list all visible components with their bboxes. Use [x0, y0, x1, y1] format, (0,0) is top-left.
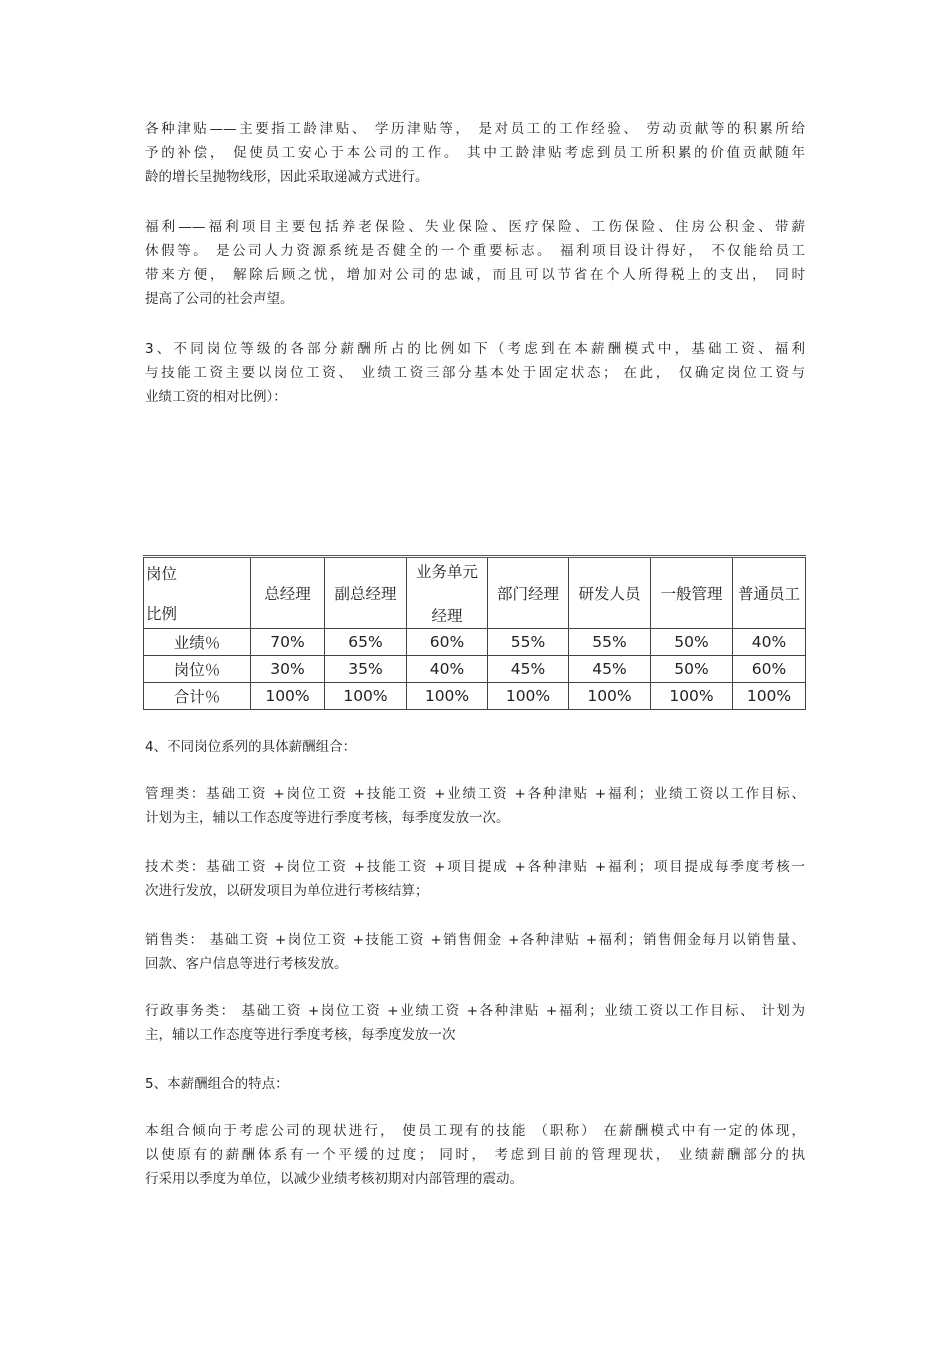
table-row: [144, 683, 806, 710]
text-line: 计划为主，辅以工作态度等进行季度考核，每季度发放一次。: [145, 810, 510, 826]
text-line: 回款、客户信息等进行考核发放。: [145, 956, 348, 972]
table-cell: 100%: [651, 683, 733, 710]
paragraph-allowance: [145, 117, 805, 189]
table-cell: 45%: [569, 656, 651, 683]
column-header-line: 业务单元: [415, 563, 478, 581]
table-cell: 100%: [325, 683, 407, 710]
text-line: 龄的增长呈抛物线形，因此采取递减方式进行。: [145, 169, 429, 185]
text-line: 本组合倾向于考虑公司的现状进行， 使员工现有的技能 （职称） 在薪酬模式中有一定的体现，: [145, 1123, 805, 1139]
text-line: 管理类：基础工资 +岗位工资 +技能工资 +业绩工资 +各种津贴 +福利；业绩工资以工作目标、: [145, 786, 805, 802]
text-line: 行政事务类： 基础工资 +岗位工资 +业绩工资 +各种津贴 +福利；业绩工资以工作目标、 计划为: [145, 1003, 805, 1019]
paragraph-welfare: [145, 215, 805, 311]
text-line: 休假等。 是公司人力资源系统是否健全的一个重要标志。 福利项目设计得好， 不仅能给员工: [145, 243, 805, 259]
paragraph-features: [145, 1119, 805, 1191]
column-header: 普通员工: [733, 557, 806, 629]
table-cell: 50%: [651, 629, 733, 656]
column-header: 研发人员: [569, 557, 651, 629]
paragraph-sales: [145, 928, 805, 976]
table-row: [144, 629, 806, 656]
section4-title: [145, 735, 805, 759]
text-line: 业绩工资的相对比例）：: [145, 389, 287, 405]
text-line: 各种津贴——主要指工龄津贴、 学历津贴等， 是对员工的工作经验、 劳动贡献等的积累所给: [145, 121, 805, 137]
text-line: 行采用以季度为单位，以减少业绩考核初期对内部管理的震动。: [145, 1171, 523, 1187]
corner-label-ratio: 比例: [146, 605, 178, 623]
column-header: 总经理: [251, 557, 325, 629]
table-cell: 60%: [733, 656, 806, 683]
text-line: 提高了公司的社会声望。: [145, 291, 294, 307]
paragraph-technical: [145, 855, 805, 903]
text-line: 4、不同岗位系列的具体薪酬组合：: [145, 739, 357, 755]
table-cell: 40%: [407, 656, 488, 683]
table-corner-cell: [144, 557, 251, 629]
row-label: 岗位％: [144, 656, 251, 683]
column-header: 副总经理: [325, 557, 407, 629]
table-cell: 70%: [251, 629, 325, 656]
table-cell: 100%: [251, 683, 325, 710]
table-cell: 100%: [569, 683, 651, 710]
text-line: 以使原有的薪酬体系有一个平缓的过度； 同时， 考虑到目前的管理现状， 业绩薪酬部分的执: [145, 1147, 805, 1163]
table-cell: 35%: [325, 656, 407, 683]
section5-title: [145, 1072, 805, 1096]
column-header: 部门经理: [488, 557, 569, 629]
table-cell: 55%: [488, 629, 569, 656]
table-cell: 50%: [651, 656, 733, 683]
column-header: [407, 557, 488, 629]
table-cell: 55%: [569, 629, 651, 656]
table-cell: 100%: [407, 683, 488, 710]
text-line: 主，辅以工作态度等进行季度考核，每季度发放一次: [145, 1027, 456, 1043]
paragraph-management: [145, 782, 805, 830]
column-header: 一般管理: [651, 557, 733, 629]
salary-ratio-table: [143, 555, 806, 710]
paragraph-admin: [145, 999, 805, 1047]
paragraph-section3: [145, 337, 805, 409]
table-cell: 100%: [488, 683, 569, 710]
text-line: 次进行发放，以研发项目为单位进行考核结算；: [145, 883, 429, 899]
text-line: 5、本薪酬组合的特点：: [145, 1076, 289, 1092]
text-line: 技术类：基础工资 +岗位工资 +技能工资 +项目提成 +各种津贴 +福利；项目提成每季度考核一: [145, 859, 805, 875]
table-cell: 45%: [488, 656, 569, 683]
text-line: 带来方便， 解除后顾之忧，增加对公司的忠诚，而且可以节省在个人所得税上的支出， 同时: [145, 267, 805, 283]
table-cell: 40%: [733, 629, 806, 656]
corner-label-position: 岗位: [146, 565, 178, 583]
table-cell: 60%: [407, 629, 488, 656]
column-header-line: 经理: [431, 607, 463, 625]
table-cell: 30%: [251, 656, 325, 683]
text-line: 福利——福利项目主要包括养老保险、失业保险、医疗保险、工伤保险、住房公积金、带薪: [145, 219, 805, 235]
table-row: [144, 656, 806, 683]
table-cell: 65%: [325, 629, 407, 656]
text-line: 销售类： 基础工资 +岗位工资 +技能工资 +销售佣金 +各种津贴 +福利；销售佣金每月以销售量、: [145, 932, 805, 948]
table-header-row: [144, 557, 806, 629]
row-label: 业绩％: [144, 629, 251, 656]
text-line: 与技能工资主要以岗位工资、 业绩工资三部分基本处于固定状态； 在此， 仅确定岗位工资与: [145, 365, 805, 381]
table-cell: 100%: [733, 683, 806, 710]
text-line: 3、不同岗位等级的各部分薪酬所占的比例如下（考虑到在本薪酬模式中，基础工资、福利: [145, 341, 805, 357]
text-line: 予的补偿， 促使员工安心于本公司的工作。 其中工龄津贴考虑到员工所积累的价值贡献随年: [145, 145, 805, 161]
row-label: 合计％: [144, 683, 251, 710]
